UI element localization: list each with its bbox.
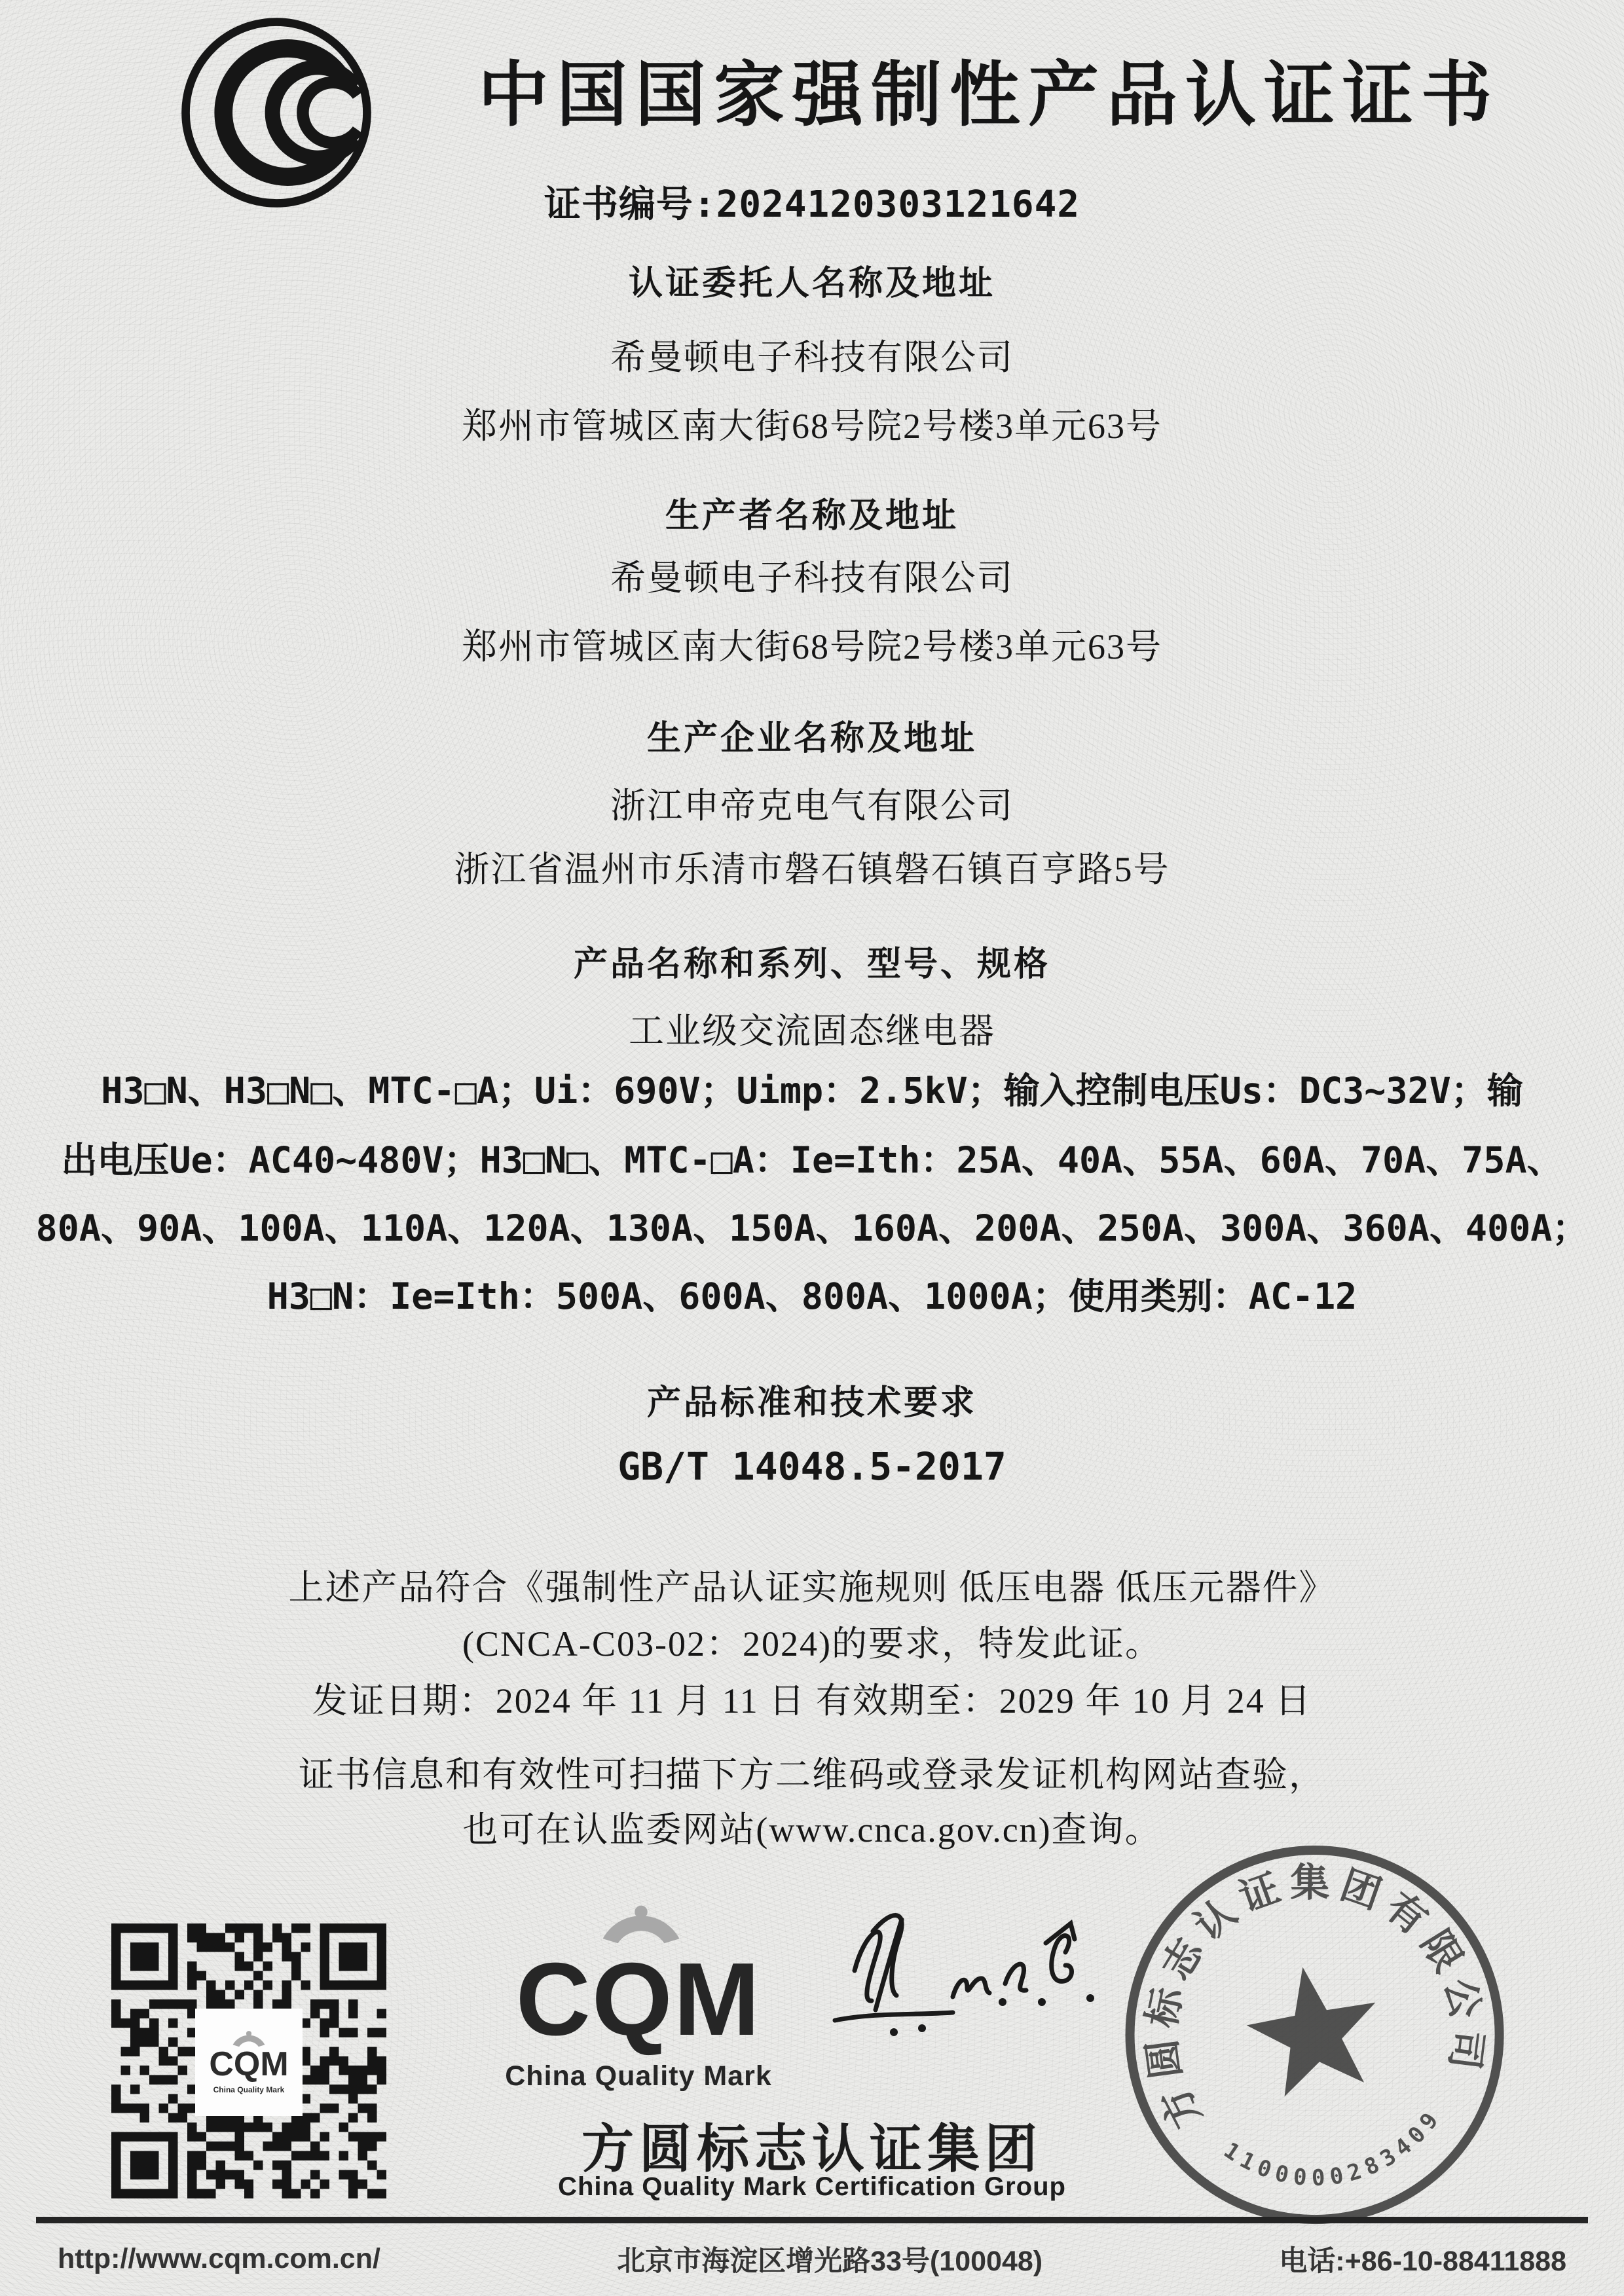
applicant-heading: 认证委托人名称及地址 [628, 265, 995, 302]
applicant-name: 希曼顿电子科技有限公司 [610, 338, 1014, 377]
group-name-cn: 方圆标志认证集团 [581, 2120, 1043, 2178]
product-spec-line: 出电压Ue：AC40~480V；H3□N□、MTC-□A：Ie=Ith：25A、40A、55A、60A、70A、75A、 [61, 1139, 1563, 1181]
factory-address: 浙江省温州市乐清市磐石镇磐石镇百亨路5号 [454, 850, 1170, 889]
cqm-logo [498, 1904, 779, 2092]
footer [0, 2239, 1624, 2279]
product-spec-line: 80A、90A、100A、110A、120A、130A、150A、160A、200A、250A、300A、360A、400A； [35, 1207, 1589, 1249]
product-spec-line: H3□N：Ie=Ith：500A、600A、800A、1000A；使用类别：AC-12 [267, 1275, 1357, 1317]
standard-heading: 产品标准和技术要求 [646, 1385, 977, 1422]
factory-name: 浙江申帝克电气有限公司 [610, 786, 1014, 826]
footer-address: 北京市海淀区增光路33号(100048) [617, 2246, 1043, 2277]
crown-icon [592, 1904, 690, 1944]
cqm-wordmark: CQM [515, 1942, 762, 2057]
footer-phone: 电话:+86-10-88411888 [1279, 2246, 1566, 2277]
product-name: 工业级交流固态继电器 [629, 1011, 995, 1051]
svg-text:1100000283409 [1215, 2100, 1456, 2209]
stamp-serial: 1100000283409 [1219, 2103, 1447, 2192]
applicant-address: 郑州市管城区南大街68号院2号楼3单元63号 [462, 407, 1162, 446]
producer-heading: 生产者名称及地址 [665, 498, 959, 535]
product-spec-line: H3□N、H3□N□、MTC-□A；Ui：690V；Uimp：2.5kV；输入控制电压Us：DC3~32V；输 [101, 1070, 1523, 1112]
group-name-en: China Quality Mark Certification Group [558, 2172, 1066, 2201]
footer-url: http://www.cqm.com.cn/ [58, 2243, 380, 2274]
certificate-title: 中国国家强制性产品认证证书 [477, 55, 1500, 134]
standard-value: GB/T 14048.5-2017 [618, 1444, 1006, 1489]
statement-scan1: 证书信息和有效性可扫描下方二维码或登录发证机构网站查验， [299, 1755, 1325, 1795]
certificate-number: 证书编号:2024120303121642 [544, 183, 1080, 226]
company-stamp [1087, 1808, 1543, 2266]
stamp-ring-text: 方圆标志认证集团有限公司 [1139, 1861, 1490, 2135]
qr-cqm-wordmark: CQM [209, 2045, 289, 2083]
statement-scan2: 也可在认监委网站(www.cnca.gov.cn)查询。 [462, 1810, 1162, 1850]
stamp-star-icon [1238, 1956, 1389, 2101]
producer-address: 郑州市管城区南大街68号院2号楼3单元63号 [462, 627, 1162, 666]
footer-divider [36, 2217, 1588, 2223]
signature [815, 1892, 1116, 2066]
qr-cqm-sub: China Quality Mark [213, 2085, 285, 2094]
factory-heading: 生产企业名称及地址 [646, 720, 977, 757]
producer-name: 希曼顿电子科技有限公司 [610, 558, 1014, 598]
statement-line2: (CNCA-C03-02：2024)的要求，特发此证。 [462, 1624, 1162, 1664]
cqm-wordmark-sub: China Quality Mark [505, 2060, 772, 2092]
qr-center-label [195, 2009, 303, 2116]
product-heading: 产品名称和系列、型号、规格 [573, 946, 1050, 983]
statement-dates: 发证日期：2024 年 11 月 11 日 有效期至：2029 年 10 月 24 日 [312, 1681, 1312, 1721]
statement-line1: 上述产品符合《强制性产品认证实施规则 低压电器 低压元器件》 [288, 1568, 1336, 1607]
